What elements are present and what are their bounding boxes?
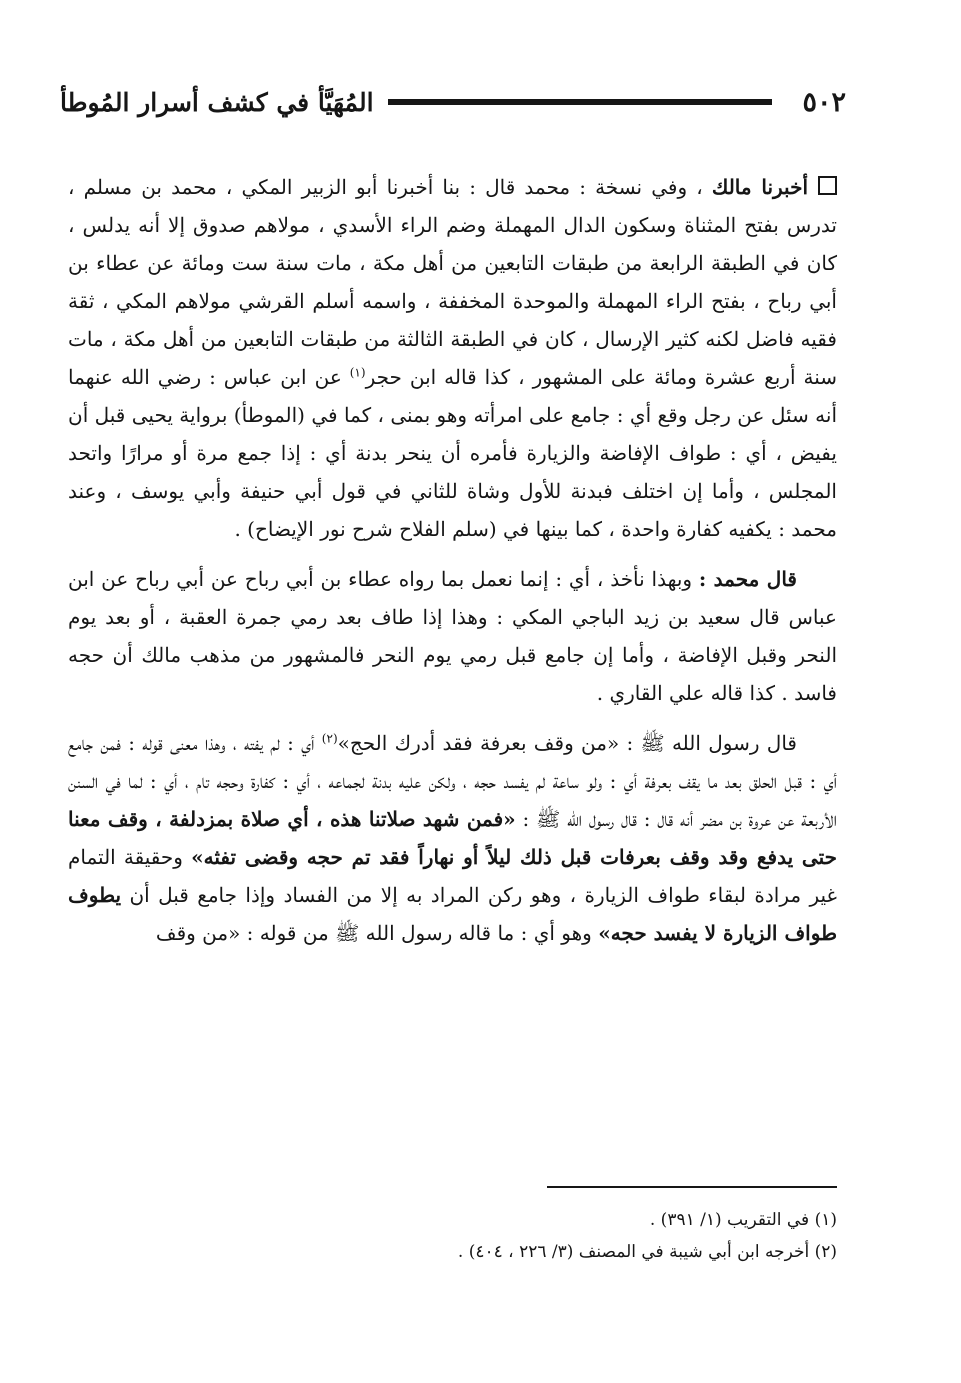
paragraph-1: [68, 168, 837, 548]
paragraph-text: وبهذا نأخذ ، أي : إنما نعمل بما رواه عطاء بن أبي رباح عن أبي رباح عن ابن عباس قال سعيد بن زيد الباجي المكي : وهذا إذا طاف بعد رمي جمرة العقبة ، أو بعد يوم النحر وقبل الإفاضة ، وأما إن جامع قبل رمي يوم النحر فالمشهور من مذهب مالك أن حجه فاسد . كذا قاله علي القاري .: [68, 567, 837, 705]
paragraph-text: أي : لم يفته ، وهذا معنى قوله : فمن جامع أي : قبل الحلق بعد ما يقف بعرفة أي : ولو ساعة لم يفسد حجه ، ولكن عليه بدنة لجماعه ، أي : كفارة وحجه تام ، أي : لما في السنن الأربعة عن عروة بن مضر أنه قال : قال رسول الله ﷺ :: [68, 731, 838, 831]
main-text: [68, 168, 837, 964]
paragraph-2: [68, 560, 837, 712]
square-bullet-icon: [818, 176, 837, 195]
page-number: ٥٠٢: [802, 86, 846, 118]
footnote-1: (١) في التقريب (١/ ٣٩١) .: [649, 1210, 837, 1230]
footnote-ref: (١): [349, 365, 366, 380]
paragraph-text: وهو أي : ما قاله رسول الله ﷺ من قوله : «من وقف: [155, 921, 592, 945]
footnote-separator: [547, 1186, 837, 1188]
bold-phrase: يطوف طواف الزيارة لا يفسد حجه»: [68, 883, 837, 945]
hadith-quote: «فمن شهد صلاتنا هذه ، أي صلاة بمزدلفة ، وقف معنا حتى يدفع وقد وقف بعرفات قبل ذلك ليلاً أو نهاراً فقد تم حجه وقضى تفثه»: [68, 807, 837, 869]
footnotes: [68, 1204, 837, 1268]
footnote-2: (٢) أخرجه ابن أبي شيبة في المصنف (٣/ ٢٢٦ ، ٤٠٤) .: [457, 1242, 837, 1262]
paragraph-text: قال رسول الله ﷺ : «من وقف بعرفة فقد أدرك الحج»: [337, 731, 797, 755]
paragraph-lead: أخبرنا مالك: [711, 175, 809, 199]
page-header: [60, 84, 846, 120]
header-rule: [388, 99, 773, 105]
paragraph-text: وحقيقة التمام غير مرادة لبقاء طواف الزيارة ، وهو ركن المراد به إلا من الفساد وإذا جامع قبل أن: [68, 845, 837, 907]
paragraph-3: [68, 724, 837, 952]
footnote-ref: (٢): [321, 731, 338, 746]
paragraph-text: عن ابن عباس : رضي الله عنهما أنه سئل عن رجل وقع أي : جامع على امرأته وهو بمنى ، كما في (الموطأ) برواية يحيى قبل أن يفيض ، أي : طواف الإفاضة والزيارة فأمره أن ينحر بدنة أي : إذا جمع مرة أو مرارًا واتحد المجلس ، وأما إن اختلف فبدنة للأول وشاة للثاني في قول أبي حنيفة وأبي يوسف ، وعند محمد : يكفيه كفارة واحدة ، كما بينها في (سلم الفلاح شرح نور الإيضاح) .: [68, 365, 837, 541]
book-title: المُهَيَّأ في كشف أسرار المُوطأ: [60, 87, 374, 117]
paragraph-lead: قال محمد :: [698, 567, 797, 591]
paragraph-text: ، وفي نسخة : محمد قال : بنا أخبرنا أبو الزبير المكي ، محمد بن مسلم ، تدرس بفتح المثناة وسكون الدال المهملة وضم الراء الأسدي ، مولاهم صدوق إلا أنه يدلس ، كان في الطبقة الرابعة من طبقات التابعين من أهل مكة ، مات سنة ست ومائة عن عطاء بن أبي رباح ، بفتح الراء المهملة والموحدة المخففة ، واسمه أسلم القرشي مولاهم المكي ، ثقة فقيه فاضل لكنه كثير الإرسال ، كان في الطبقة الثالثة من طبقات التابعين من أهل مكة ، مات سنة أربع عشرة ومائة على المشهور ، كذا قاله ابن حجر: [68, 175, 837, 389]
